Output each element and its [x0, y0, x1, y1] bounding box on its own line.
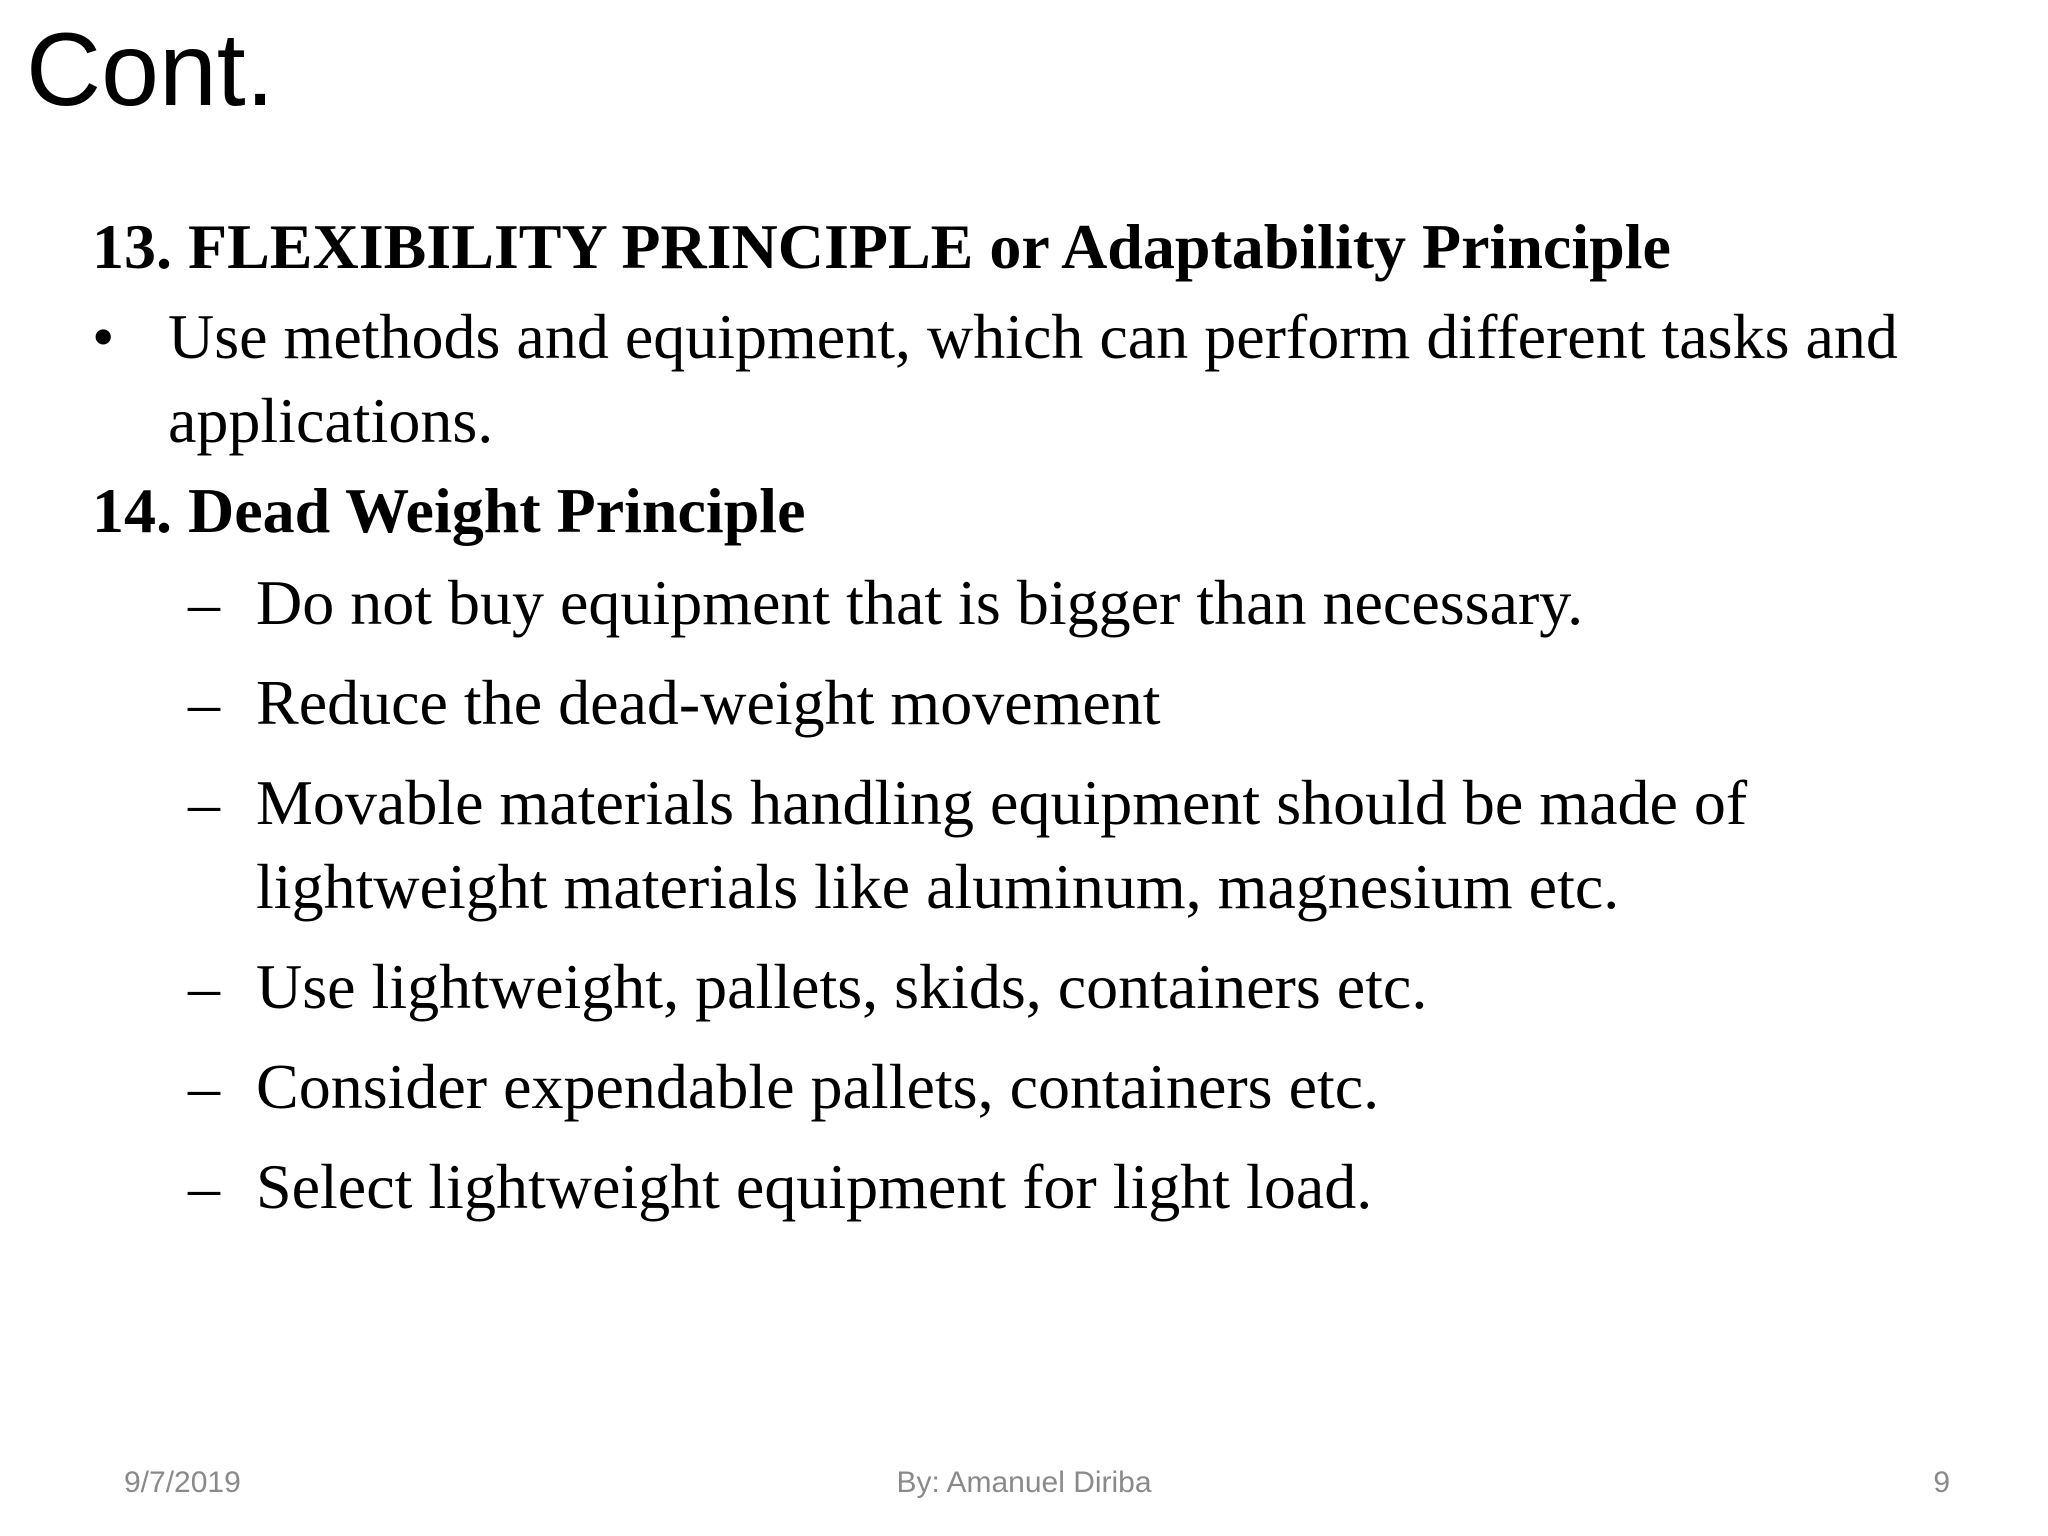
- dash-text: Consider expendable pallets, containers etc.: [256, 1051, 1380, 1122]
- dash-item: [92, 561, 1972, 645]
- dash-text: Use lightweight, pallets, skids, containers etc.: [256, 951, 1428, 1022]
- dash-marker: –: [188, 767, 220, 838]
- bullet-item: [92, 295, 1972, 463]
- footer-page-number: 9: [1933, 1466, 1950, 1499]
- footer-author: By: Amanuel Diriba: [896, 1466, 1152, 1499]
- dash-marker: –: [188, 1051, 220, 1122]
- dash-item: [92, 945, 1972, 1029]
- bullet-marker: •: [92, 301, 115, 372]
- dash-item: [92, 761, 1972, 929]
- dash-item: [92, 661, 1972, 745]
- dash-marker: –: [188, 951, 220, 1022]
- section-heading-dead-weight: 14. Dead Weight Principle: [92, 475, 806, 546]
- slide-content: [92, 205, 1972, 1245]
- dash-item: [92, 1145, 1972, 1229]
- section-heading-flexibility: 13. FLEXIBILITY PRINCIPLE or Adaptability Principle: [92, 211, 1671, 282]
- bullet-text: Use methods and equipment, which can perform different tasks and applications.: [168, 301, 1898, 456]
- dash-list: [92, 561, 1972, 1229]
- dash-marker: –: [188, 1151, 220, 1222]
- dash-text: Reduce the dead-weight movement: [256, 667, 1161, 738]
- footer-date: 9/7/2019: [124, 1466, 241, 1499]
- dash-text: Movable materials handling equipment should be made of lightweight materials like aluminum, magnesium etc.: [256, 767, 1748, 922]
- dash-marker: –: [188, 567, 220, 638]
- slide-title: Cont.: [26, 12, 275, 128]
- dash-text: Do not buy equipment that is bigger than necessary.: [256, 567, 1584, 638]
- dash-item: [92, 1045, 1972, 1129]
- dash-text: Select lightweight equipment for light load.: [256, 1151, 1373, 1222]
- dash-marker: –: [188, 667, 220, 738]
